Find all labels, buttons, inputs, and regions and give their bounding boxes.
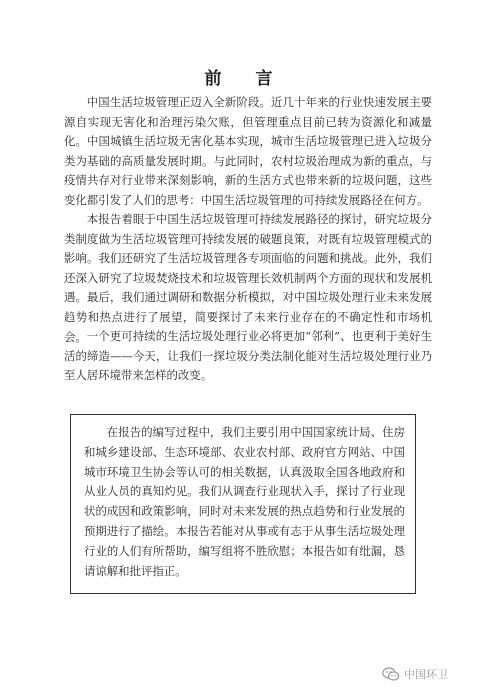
- page-title: 前 言: [204, 69, 287, 89]
- watermark-text: 中国环卫: [404, 668, 448, 681]
- notice-box: [70, 414, 416, 594]
- paragraph-text: 本报告着眼于中国生活垃圾管理可持续发展路径的探讨，研究垃圾分类制度做为生活垃圾管理可持续发展的破题良策，对既有垃圾管理模式的影响。我们还研究了生活垃圾管理各专项面临的问题和挑战。此外，我们还深入研究了垃圾焚烧技术和垃圾管理长效机制两个方面的现状和发展机遇。最后，我们通过调研和数据分析模拟，对中国垃圾处理行业未来发展趋势和热点进行了展望，简要探讨了未来行业存在的不确定性和市场机会。: [64, 212, 432, 344]
- paragraph-1: [64, 93, 432, 211]
- wechat-icon: [382, 667, 400, 682]
- paragraph-text: 中国生活垃圾管理正迈入全新阶段。近几十年来的行业快速发展主要源自实现无害化和治理污染欠账，但管理重点目前已转为资源化和减量化。中国城镇生活垃圾无害化基本实现，城市生活垃圾管理已进入垃圾分类为基础的高质量发展时期。与此同时，农村垃圾治理成为新的重点，与疫情共存对行业带来深刻影响，新的生活方式也带来新的垃圾问题，这些变化都引发了人们的思考：中国生活垃圾管理的可持续发展路径在何方。: [64, 95, 432, 207]
- notice-text: 在报告的编写过程中，我们主要引用中国国家统计局、住房和城乡建设部、生态环境部、农业农村部、政府官方网站、中国城市环境卫生协会等认可的相关数据，认真汲取全国各地政府和从业人员的真知灼见。我们从调查行业现状入手，探讨了行业现状的成因和政策影响，同时对未来发展的热点趋势和行业发展的预期进行了描绘。本报告若能对从事或有志于从事生活垃圾处理行业的人们有所帮助，编写组将不胜欣慰；本报告如有纰漏，恳请谅解和批评指正。: [84, 425, 405, 578]
- paragraph-3: [64, 327, 432, 386]
- watermark: [382, 666, 448, 682]
- paragraph-text: 一个更可持续的生活垃圾处理行业必将更加“邻利”、也更利于美好生活的缔造——今天，让我们一探垃圾分类法制化能对生活垃圾处理行业乃至人居环境带来怎样的改变。: [64, 329, 432, 383]
